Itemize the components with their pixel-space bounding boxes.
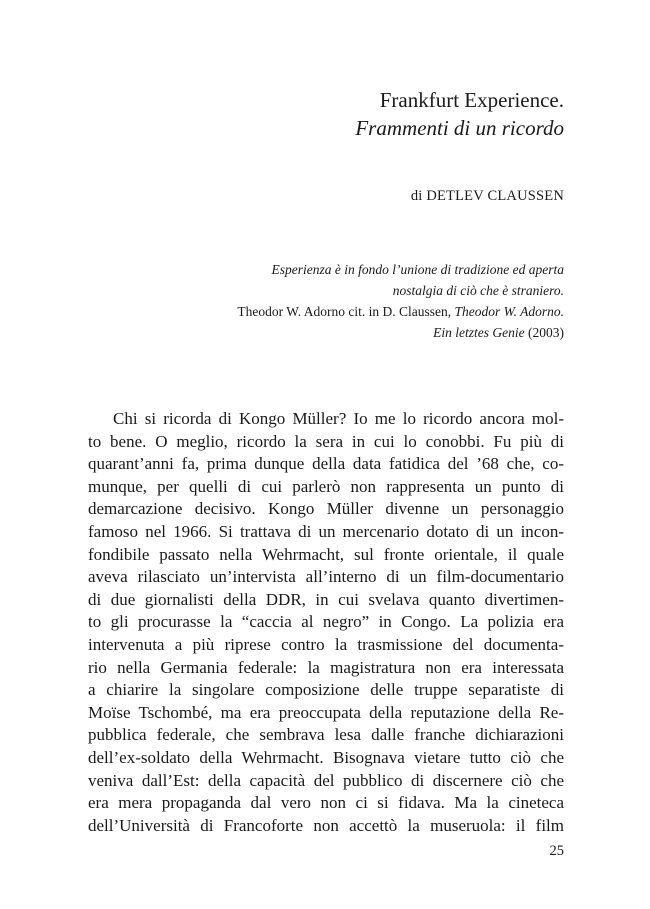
body-line: dell’Università di Francoforte non accettò la museruola: il film <box>88 815 564 835</box>
epigraph-source-book-b: Ein letztes Genie <box>433 325 525 340</box>
epigraph-source-book-a: Theodor W. Adorno. <box>454 304 564 319</box>
body-line: veniva dall’Est: della capacità del pubblico di discernere ciò che <box>88 770 564 790</box>
body-line: demarcazione decisivo. Kongo Müller divenne un personaggio <box>88 499 564 519</box>
epigraph-quote-line-2: nostalgia di ciò che è straniero. <box>392 283 564 298</box>
body-line: a chiarire la singolare composizione delle truppe separatiste di <box>88 680 564 700</box>
epigraph-source-line-1 <box>237 301 564 322</box>
body-line: munque, per quelli di cui parlerò non rappresenta un punto di <box>88 476 564 496</box>
body-line: dell’ex-soldato della Wehrmacht. Bisognava vietare tutto ciò che <box>88 747 564 767</box>
body-line: Chi si ricorda di Kongo Müller? Io me lo ricordo ancora mol- <box>113 409 564 428</box>
page-number: 25 <box>549 843 564 859</box>
body-line: to gli procurasse la “caccia al negro” in Congo. La polizia era <box>88 612 564 632</box>
epigraph <box>237 259 564 343</box>
chapter-title <box>355 86 564 142</box>
body-line: to bene. O meglio, ricordo la sera in cui lo conobbi. Fu più di <box>88 431 564 451</box>
body-line: di due giornalisti della DDR, in cui svelava quanto divertimen- <box>88 589 564 609</box>
body-line: era mera propaganda dal vero non ci si fidava. Ma la cineteca <box>88 793 564 813</box>
body-line: Moïse Tschombé, ma era preoccupata della reputazione della Re- <box>88 702 564 722</box>
chapter-title-main: Frankfurt Experience. <box>379 88 564 112</box>
epigraph-quote-line-1: Esperienza è in fondo l’unione di tradizione ed aperta <box>271 262 564 277</box>
body-line: quarant’anni fa, prima dunque della data fatidica del ’68 che, co- <box>88 454 564 474</box>
body-line: fondibile passato nella Wehrmacht, sul fronte orientale, il quale <box>88 544 564 564</box>
epigraph-source-prefix: Theodor W. Adorno cit. in D. Claussen, <box>237 304 455 319</box>
body-paragraph <box>88 408 564 837</box>
body-line: aveva rilasciato un’intervista all’interno di un film-documentario <box>88 567 564 587</box>
epigraph-source-year: (2003) <box>524 325 564 340</box>
chapter-subtitle: Frammenti di un ricordo <box>355 116 564 140</box>
epigraph-source-line-2 <box>237 322 564 343</box>
body-line: famoso nel 1966. Si trattava di un mercenario dotato di un incon- <box>88 521 564 541</box>
body-line: intervenuta a più riprese contro la trasmissione del documenta- <box>88 634 564 654</box>
author-byline: di DETLEV CLAUSSEN <box>410 188 564 204</box>
body-line: pubblica federale, che sembrava lesa dalle franche dichiarazioni <box>88 725 564 745</box>
body-line: rio nella Germania federale: la magistratura non era interessata <box>88 657 564 677</box>
